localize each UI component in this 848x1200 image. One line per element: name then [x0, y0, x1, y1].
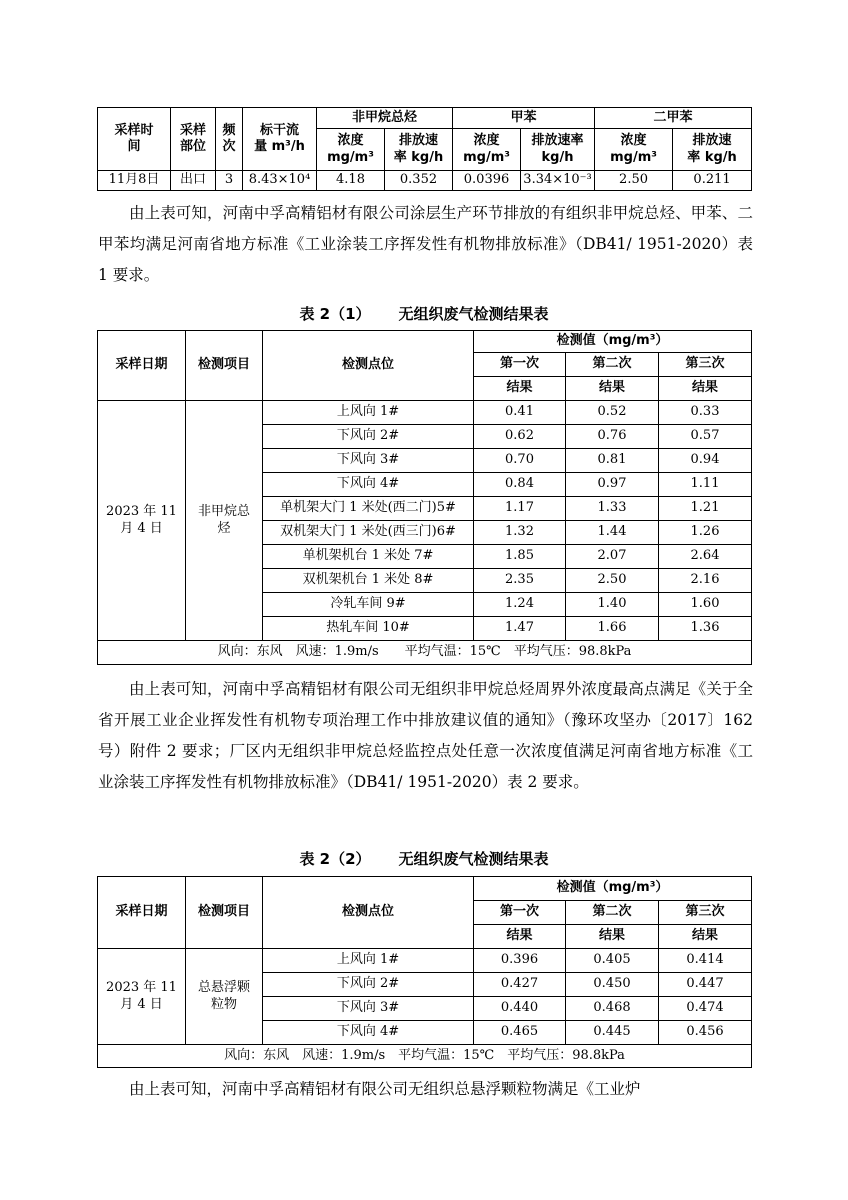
- monitoring-point: 下风向 2#: [263, 425, 474, 449]
- cell: 0.211: [673, 171, 752, 191]
- table-row: [98, 401, 752, 425]
- cell: 0.0396: [453, 171, 521, 191]
- header-item: 检测项目: [186, 877, 263, 949]
- monitoring-point: 双机架大门 1 米处(西三门)6#: [263, 521, 474, 545]
- header-conc: 浓度 mg/m³: [453, 129, 521, 171]
- table-2-1-caption: [0, 303, 848, 324]
- result-value: 0.76: [566, 425, 659, 449]
- result-value: 1.11: [659, 473, 752, 497]
- result-value: 2.50: [566, 569, 659, 593]
- paragraph-1: 由上表可知，河南中孚高精铝材有限公司涂层生产环节排放的有组织非甲烷总烃、甲苯、二甲苯均满足河南省地方标准《工业涂装工序挥发性有机物排放标准》（DB41/ 1951-2020）表 1 要求。: [98, 204, 753, 284]
- header-rate: 排放速 率 kg/h: [673, 129, 752, 171]
- fugitive-nmhc-table: [97, 330, 752, 665]
- result-value: 0.396: [474, 949, 566, 973]
- result-value: 0.94: [659, 449, 752, 473]
- table-row: [98, 949, 752, 973]
- header-sampling-time: 采样时 间: [98, 108, 171, 171]
- caption-title: 无组织废气检测结果表: [398, 305, 549, 323]
- result-value: 1.17: [474, 497, 566, 521]
- result-value: 1.32: [474, 521, 566, 545]
- sampling-date: 2023 年 11 月 4 日: [98, 949, 186, 1045]
- result-value: 0.427: [474, 973, 566, 997]
- header-value: 检测值（mg/m³）: [474, 877, 752, 901]
- header-conc: 浓度 mg/m³: [317, 129, 385, 171]
- header-result: 结果: [474, 925, 566, 949]
- result-value: 1.26: [659, 521, 752, 545]
- monitoring-point: 下风向 2#: [263, 973, 474, 997]
- caption-number: 表 2（1）: [299, 305, 371, 323]
- header-round: 第三次: [659, 901, 752, 925]
- result-value: 1.66: [566, 617, 659, 641]
- weather-note: 风向：东风 风速：1.9m/s 平均气温：15℃ 平均气压：98.8kPa: [98, 641, 752, 665]
- result-value: 0.468: [566, 997, 659, 1021]
- cell: 3: [216, 171, 243, 191]
- monitoring-point: 双机架机台 1 米处 8#: [263, 569, 474, 593]
- result-value: 0.81: [566, 449, 659, 473]
- header-value: 检测值（mg/m³）: [474, 331, 752, 353]
- result-value: 0.70: [474, 449, 566, 473]
- monitoring-point: 单机架大门 1 米处(西二门)5#: [263, 497, 474, 521]
- cell: 8.43×10⁴: [243, 171, 317, 191]
- header-round: 第一次: [474, 353, 566, 377]
- cell: 3.34×10⁻³: [521, 171, 595, 191]
- header-result: 结果: [566, 377, 659, 401]
- caption-title: 无组织废气检测结果表: [398, 850, 549, 868]
- result-value: 1.33: [566, 497, 659, 521]
- result-value: 0.447: [659, 973, 752, 997]
- monitoring-point: 单机架机台 1 米处 7#: [263, 545, 474, 569]
- result-value: 0.450: [566, 973, 659, 997]
- result-value: 0.52: [566, 401, 659, 425]
- result-value: 2.07: [566, 545, 659, 569]
- result-value: 1.85: [474, 545, 566, 569]
- result-value: 1.21: [659, 497, 752, 521]
- result-value: 0.97: [566, 473, 659, 497]
- header-nmhc: 非甲烷总烃: [317, 108, 453, 129]
- result-value: 0.41: [474, 401, 566, 425]
- cell: 0.352: [385, 171, 453, 191]
- table-row: [98, 171, 752, 191]
- header-result: 结果: [474, 377, 566, 401]
- result-value: 1.24: [474, 593, 566, 617]
- header-frequency: 频 次: [216, 108, 243, 171]
- table-body: [98, 401, 752, 641]
- header-round: 第二次: [566, 901, 659, 925]
- header-date: 采样日期: [98, 331, 186, 401]
- paragraph-2: 由上表可知，河南中孚高精铝材有限公司无组织非甲烷总烃周界外浓度最高点满足《关于全省开展工业企业挥发性有机物专项治理工作中排放建议值的通知》（豫环攻坚办〔2017〕162 号）附件 2 要求；厂区内无组织非甲烷总烃监控点处任意一次浓度值满足河南省地方标准《工业涂装工序挥发性有机物排放标准》（DB41/ 1951-2020）表 2 要求。: [98, 680, 753, 791]
- sampling-date: 2023 年 11 月 4 日: [98, 401, 186, 641]
- cell: 出口: [171, 171, 216, 191]
- monitoring-point: 冷轧车间 9#: [263, 593, 474, 617]
- header-point: 检测点位: [263, 331, 474, 401]
- monitoring-point: 下风向 4#: [263, 473, 474, 497]
- table-2-2-caption: [0, 848, 848, 869]
- result-value: 0.33: [659, 401, 752, 425]
- header-xylene: 二甲苯: [595, 108, 752, 129]
- result-value: 0.405: [566, 949, 659, 973]
- header-point: 检测点位: [263, 877, 474, 949]
- header-date: 采样日期: [98, 877, 186, 949]
- fugitive-tsp-table: [97, 876, 752, 1068]
- result-value: 2.64: [659, 545, 752, 569]
- header-result: 结果: [659, 925, 752, 949]
- result-value: 0.57: [659, 425, 752, 449]
- result-value: 1.44: [566, 521, 659, 545]
- monitoring-point: 下风向 4#: [263, 1021, 474, 1045]
- monitoring-point: 上风向 1#: [263, 401, 474, 425]
- result-value: 0.456: [659, 1021, 752, 1045]
- emission-table: [97, 107, 752, 191]
- result-value: 0.474: [659, 997, 752, 1021]
- test-item: 总悬浮颗粒物: [186, 949, 263, 1045]
- result-value: 2.35: [474, 569, 566, 593]
- header-flow: 标干流 量 m³/h: [243, 108, 317, 171]
- header-round: 第一次: [474, 901, 566, 925]
- monitoring-point: 上风向 1#: [263, 949, 474, 973]
- result-value: 0.445: [566, 1021, 659, 1045]
- header-sampling-part: 采样 部位: [171, 108, 216, 171]
- monitoring-point: 下风向 3#: [263, 997, 474, 1021]
- header-rate: 排放速 率 kg/h: [385, 129, 453, 171]
- cell: 2.50: [595, 171, 673, 191]
- header-round: 第二次: [566, 353, 659, 377]
- cell: 4.18: [317, 171, 385, 191]
- cell: 11月8日: [98, 171, 171, 191]
- result-value: 0.62: [474, 425, 566, 449]
- table-body: [98, 949, 752, 1045]
- paragraph-3: 由上表可知，河南中孚高精铝材有限公司无组织总悬浮颗粒物满足《工业炉: [129, 1080, 641, 1098]
- result-value: 2.16: [659, 569, 752, 593]
- header-result: 结果: [566, 925, 659, 949]
- header-item: 检测项目: [186, 331, 263, 401]
- weather-note: 风向：东风 风速：1.9m/s 平均气温：15℃ 平均气压：98.8kPa: [98, 1045, 752, 1068]
- result-value: 0.465: [474, 1021, 566, 1045]
- result-value: 1.40: [566, 593, 659, 617]
- result-value: 1.60: [659, 593, 752, 617]
- result-value: 1.47: [474, 617, 566, 641]
- header-toluene: 甲苯: [453, 108, 595, 129]
- result-value: 0.440: [474, 997, 566, 1021]
- header-conc: 浓度 mg/m³: [595, 129, 673, 171]
- result-value: 0.414: [659, 949, 752, 973]
- monitoring-point: 热轧车间 10#: [263, 617, 474, 641]
- header-result: 结果: [659, 377, 752, 401]
- caption-number: 表 2（2）: [299, 850, 371, 868]
- header-round: 第三次: [659, 353, 752, 377]
- test-item: 非甲烷总烃: [186, 401, 263, 641]
- monitoring-point: 下风向 3#: [263, 449, 474, 473]
- header-rate: 排放速率 kg/h: [521, 129, 595, 171]
- result-value: 0.84: [474, 473, 566, 497]
- result-value: 1.36: [659, 617, 752, 641]
